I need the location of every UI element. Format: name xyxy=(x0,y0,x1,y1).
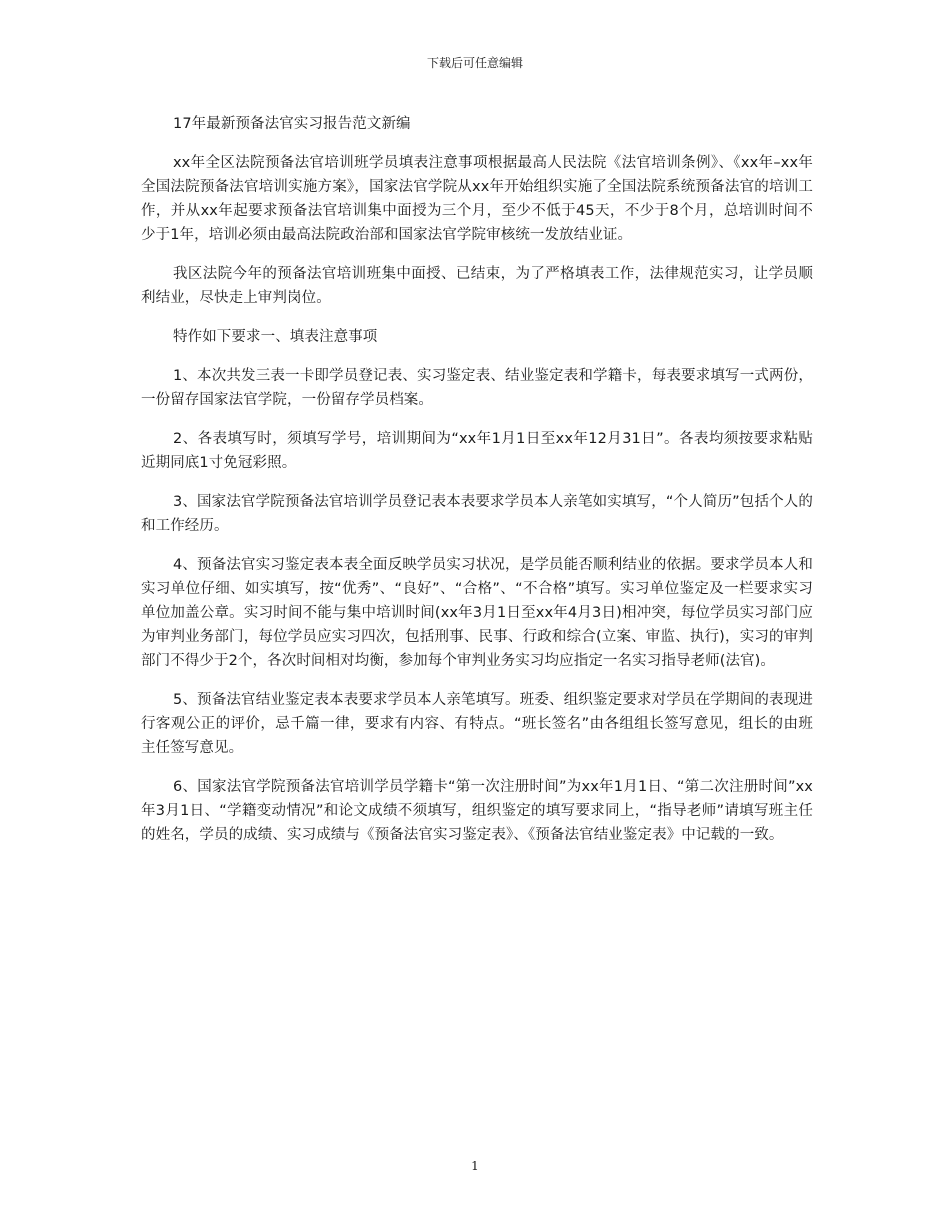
page-header: 下载后可任意编辑 xyxy=(426,56,523,70)
document-body xyxy=(141,112,813,862)
page-number: 1 xyxy=(471,1159,479,1173)
list-item-3: 3、国家法官学院预备法官培训学员登记表本表要求学员本人亲笔如实填写，“个人简历”包括个人的和工作经历。 xyxy=(141,494,813,534)
document-title: 17年最新预备法官实习报告范文新编 xyxy=(173,116,411,132)
paragraph-background: 我区法院今年的预备法官培训班集中面授、已结束，为了严格填表工作，法律规范实习，让学员顺利结业，尽快走上审判岗位。 xyxy=(141,266,813,306)
paragraph-intro: xx年全区法院预备法官培训班学员填表注意事项根据最高人民法院《法官培训条例》、《xx年–xx年全国法院预备法官培训实施方案》，国家法官学院从xx年开始组织实施了全国法院系统预备法官的培训工作，并从xx年起要求预备法官培训集中面授为三个月，至少不低于45天，不少于8个月，总培训时间不少于1年，培训必须由最高法院政治部和国家法官学院审核统一发放结业证。 xyxy=(141,155,813,243)
list-item-2: 2、各表填写时，须填写学号，培训期间为“xx年1月1日至xx年12月31日”。各表均须按要求粘贴近期同底1寸免冠彩照。 xyxy=(141,431,813,471)
list-item-6: 6、国家法官学院预备法官培训学员学籍卡“第一次注册时间”为xx年1月1日、“第二次注册时间”xx年3月1日、“学籍变动情况”和论文成绩不须填写，组织鉴定的填写要求同上，“指导老师”请填写班主任的姓名，学员的成绩、实习成绩与《预备法官实习鉴定表》、《预备法官结业鉴定表》中记载的一致。 xyxy=(141,779,813,843)
list-item-4: 4、预备法官实习鉴定表本表全面反映学员实习状况，是学员能否顺利结业的依据。要求学员本人和实习单位仔细、如实填写，按“优秀”、“良好”、“合格”、“不合格”填写。实习单位鉴定及一栏要求实习单位加盖公章。实习时间不能与集中培训时间(xx年3月1日至xx年4月3日)相冲突，每位学员实习部门应为审判业务部门，每位学员应实习四次，包括刑事、民事、行政和综合(立案、审监、执行)，实习的审判部门不得少于2个，各次时间相对均衡，参加每个审判业务实习均应指定一名实习指导老师(法官)。 xyxy=(141,557,813,669)
section-heading: 特作如下要求一、填表注意事项 xyxy=(173,329,378,345)
list-item-1: 1、本次共发三表一卡即学员登记表、实习鉴定表、结业鉴定表和学籍卡，每表要求填写一式两份，一份留存国家法官学院，一份留存学员档案。 xyxy=(141,368,813,408)
list-item-5: 5、预备法官结业鉴定表本表要求学员本人亲笔填写。班委、组织鉴定要求对学员在学期间的表现进行客观公正的评价，忌千篇一律，要求有内容、有特点。“班长签名”由各组组长签写意见，组长的由班主任签写意见。 xyxy=(141,692,813,756)
